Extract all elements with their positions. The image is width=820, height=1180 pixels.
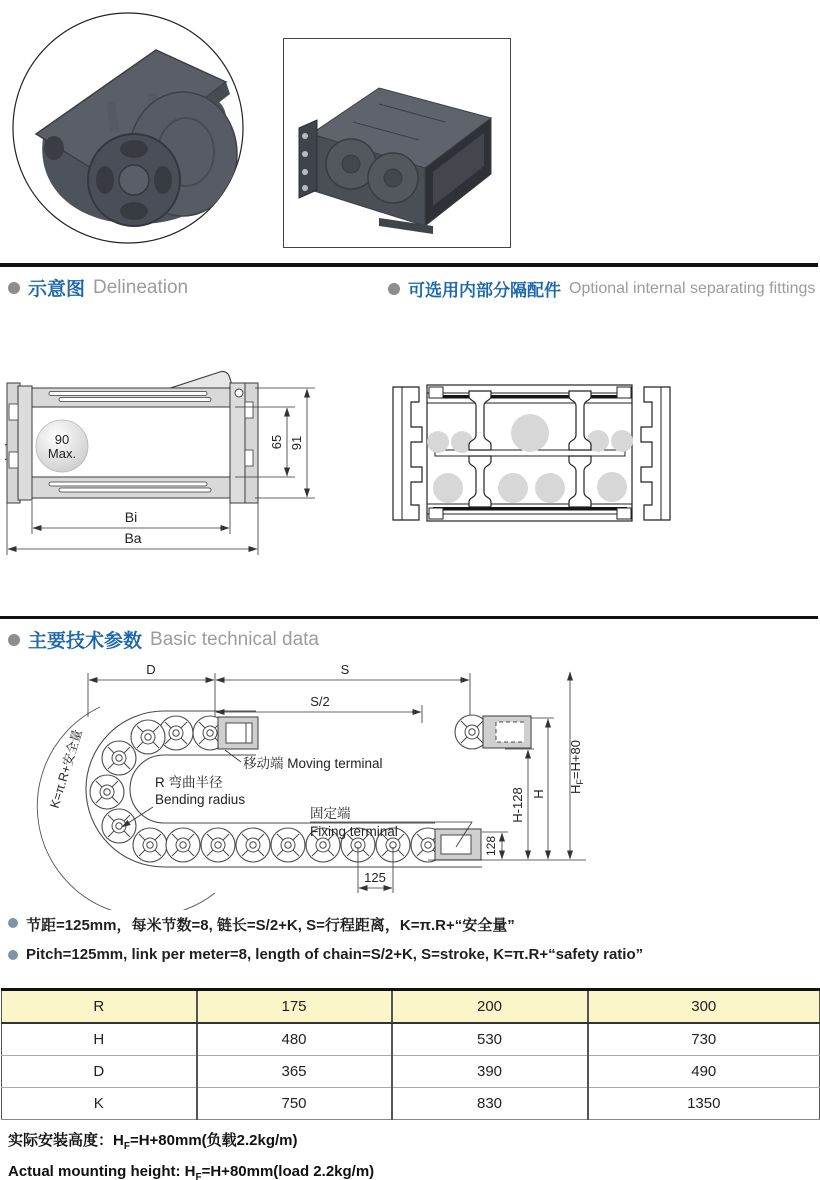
section-divider	[0, 616, 818, 619]
cell: 750	[197, 1088, 392, 1120]
dim-hf-label: $H_F=H+80$	[568, 740, 585, 794]
cell: 490	[588, 1056, 820, 1088]
dim-ba: Ba	[124, 530, 142, 546]
mounting-height-notes	[8, 1128, 374, 1180]
note-text: Pitch=125mm, link per meter=8, length of chain=S/2+K, S=stroke, K=π.R+“safety ratio”	[26, 946, 644, 963]
dim-128-label: 128	[484, 835, 498, 857]
row-label: D	[2, 1056, 197, 1088]
section-title-en: Basic technical data	[150, 628, 320, 650]
dim-s-label: S	[340, 662, 350, 677]
product-photo-circular	[8, 6, 248, 250]
note-zh	[8, 914, 812, 935]
cell: 530	[392, 1023, 588, 1056]
header-cell: 200	[392, 990, 588, 1024]
row-label: K	[2, 1088, 197, 1120]
spec-table	[1, 988, 820, 1120]
frame	[393, 385, 670, 521]
dim-125-label: 125	[364, 870, 386, 885]
cell: 830	[392, 1088, 588, 1120]
note-en	[8, 946, 812, 963]
dim-91: 91	[289, 435, 304, 451]
section-divider	[0, 263, 818, 267]
section-title-zh: 可选用内部分隔配件	[408, 281, 561, 300]
cell: 390	[392, 1056, 588, 1088]
dim-s2-label: S/2	[310, 694, 330, 709]
product-photo-rect	[283, 38, 511, 248]
note-text: 节距=125mm，每米节数=8, 链长=S/2+K, S=行程距离，K=π.R+“安全量”	[26, 917, 515, 934]
dim-h128-label: H-128	[510, 787, 525, 823]
k-formula-label: K=π.R+安全量	[47, 727, 85, 810]
table-header-row	[2, 990, 820, 1024]
mounting-height-zh: 实际安装高度：$H_F=H+80mm$(负载2.2kg/m)	[8, 1132, 298, 1152]
delineation-drawing	[5, 306, 325, 558]
section-title-zh: 主要技术参数	[28, 631, 143, 652]
dim-bi: Bi	[124, 509, 138, 525]
chain-links	[90, 716, 445, 862]
header-cell-r: R	[2, 990, 197, 1024]
ball-label-90: 90	[54, 432, 70, 447]
dim-d-label: D	[146, 662, 156, 677]
mounting-height-en: Actual mounting height: $H_F=H+80mm(load$ 2.2kg/m)	[8, 1163, 375, 1180]
notes	[8, 914, 812, 974]
section-title-zh: 示意图	[28, 279, 86, 300]
bending-radius-diagram	[0, 645, 820, 910]
fixing-terminal-label-en: Fixing terminal	[310, 824, 398, 839]
moving-terminal-block	[218, 717, 258, 749]
bullet-icon	[8, 282, 20, 294]
cell: 1350	[588, 1088, 820, 1120]
section-header-fittings	[388, 276, 815, 301]
row-label: H	[93, 1031, 105, 1048]
bending-radius-label-en: Bending radius	[155, 792, 246, 807]
bullet-icon	[8, 634, 20, 646]
moving-terminal-far-position	[455, 715, 531, 749]
dim-h-label: H	[531, 789, 546, 799]
header-cell: 300	[588, 990, 820, 1024]
table-row	[2, 1023, 820, 1056]
max-cable-diameter-ball	[36, 420, 88, 472]
bullet-icon	[388, 283, 400, 295]
bullet-icon	[8, 918, 18, 928]
cell: 730	[588, 1023, 820, 1056]
section-header-delineation	[8, 274, 188, 301]
moving-terminal-label: 移动端 Moving terminal	[243, 756, 383, 771]
separator-fittings-drawing	[388, 372, 698, 542]
bending-radius-label-zh: R 弯曲半径	[155, 775, 223, 790]
fixing-terminal-label-zh: 固定端	[310, 806, 351, 821]
header-cell: 175	[197, 990, 392, 1024]
cell: 365	[197, 1056, 392, 1088]
ball-label-max: Max.	[47, 446, 77, 461]
table-row	[2, 1088, 820, 1120]
section-title-en: Optional internal separating fittings	[569, 279, 816, 297]
section-title-en: Delineation	[93, 276, 189, 298]
dim-65: 65	[269, 434, 284, 450]
bullet-icon	[8, 950, 18, 960]
table-row	[2, 1056, 820, 1088]
cell: 480	[197, 1023, 392, 1056]
